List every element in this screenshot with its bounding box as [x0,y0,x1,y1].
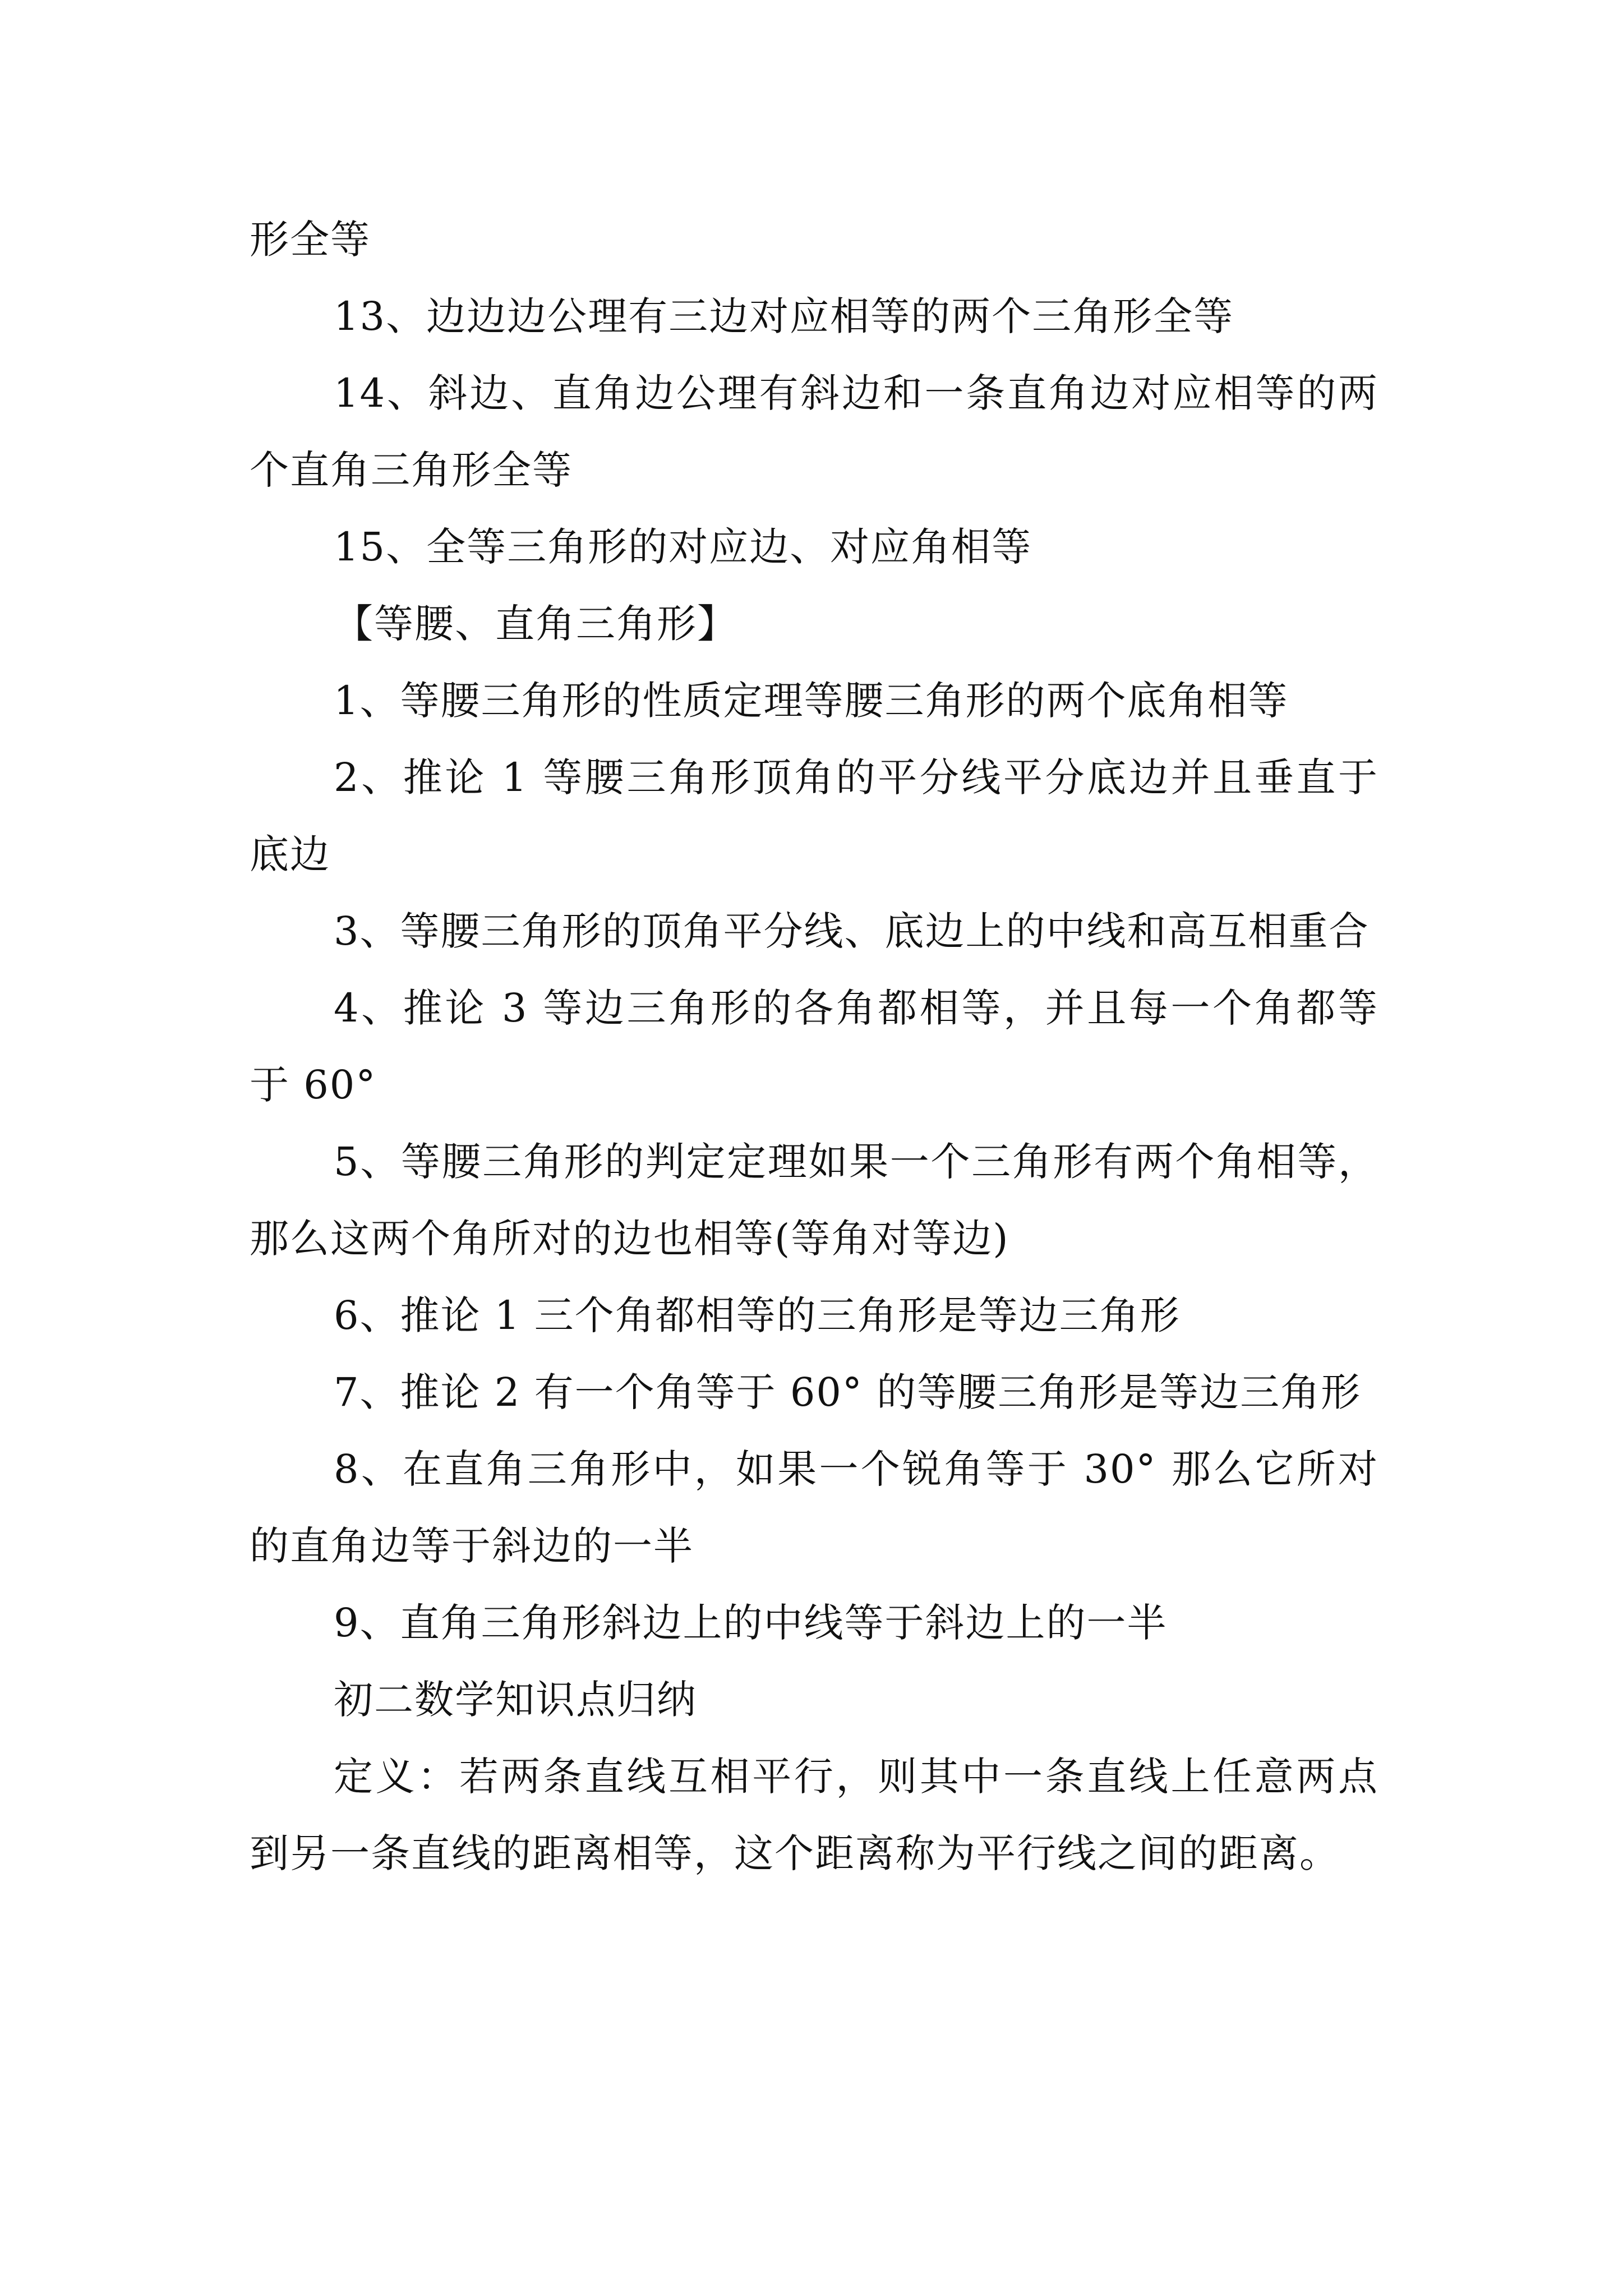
paragraph-16: 定义：若两条直线互相平行，则其中一条直线上任意两点到另一条直线的距离相等，这个距离称为平行线之间的距离。 [250,1754,1378,1876]
paragraph-6: 1、等腰三角形的性质定理等腰三角形的两个底角相等 [334,678,1289,724]
section-heading: 【等腰、直角三角形】 [334,601,737,647]
paragraph-2: 13、边边边公理有三边对应相等的两个三角形全等 [334,293,1234,339]
paragraph-14: 9、直角三角形斜边上的中线等于斜边上的一半 [334,1600,1168,1646]
paragraph-13: 8、在直角三角形中，如果一个锐角等于 30° 那么它所对的直角边等于斜边的一半 [250,1446,1378,1569]
paragraph-1: 形全等 [250,217,371,263]
paragraph-4: 15、全等三角形的对应边、对应角相等 [334,524,1032,570]
paragraph-11: 6、推论 1 三个角都相等的三角形是等边三角形 [334,1292,1181,1338]
paragraph-3: 14、斜边、直角边公理有斜边和一条直角边对应相等的两个直角三角形全等 [250,370,1378,493]
paragraph-12: 7、推论 2 有一个角等于 60° 的等腰三角形是等边三角形 [334,1369,1362,1415]
paragraph-9: 4、推论 3 等边三角形的各角都相等，并且每一个角都等于 60° [250,985,1378,1108]
paragraph-10: 5、等腰三角形的判定定理如果一个三角形有两个角相等，那么这两个角所对的边也相等(等角对等边) [250,1139,1378,1262]
paragraph-7: 2、推论 1 等腰三角形顶角的平分线平分底边并且垂直于底边 [250,754,1378,877]
paragraph-8: 3、等腰三角形的顶角平分线、底边上的中线和高互相重合 [334,908,1370,954]
subsection-title: 初二数学知识点归纳 [334,1677,697,1723]
